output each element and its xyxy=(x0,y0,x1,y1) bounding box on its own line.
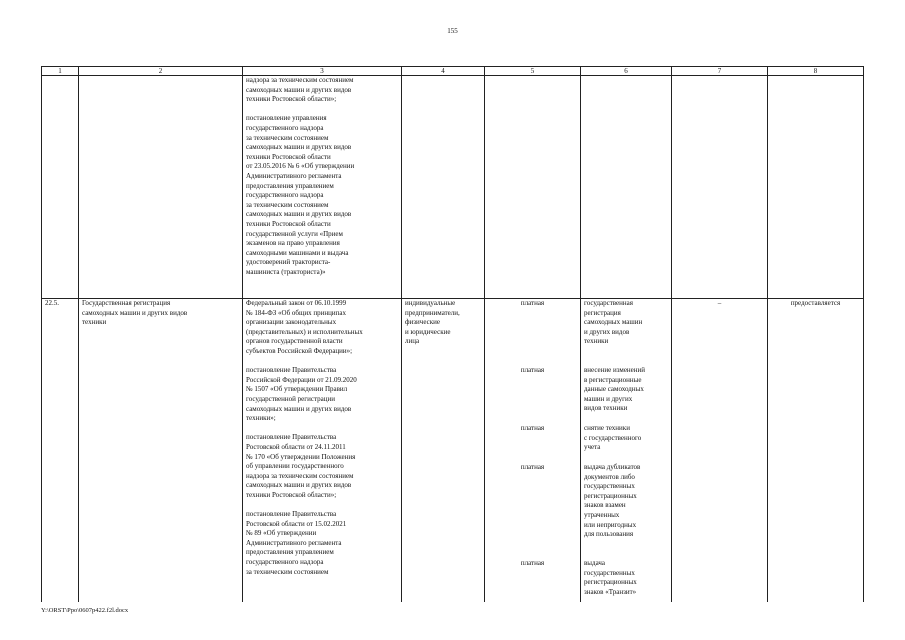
results-cell xyxy=(581,299,672,603)
continuation-row xyxy=(42,76,864,299)
table-row xyxy=(42,299,864,603)
service-name-text: Государственная регистрация самоходных машин и других видов техники xyxy=(82,299,188,327)
payment-status: платная xyxy=(520,366,545,374)
result-item: выдача государственных регистрационных знаков «Транзит» xyxy=(584,559,637,596)
recipients-cell xyxy=(402,299,485,603)
legal-act: постановление Правительства Российской Федерации от 21.09.2020 № 1507 «Об утверждении Правил государственной регистрации самоходных машин и других видов техники»; xyxy=(246,366,357,423)
continuation-legal-basis xyxy=(243,76,402,299)
file-path-footer: Y:\ORST\Ppo\0607p422.f2l.docx xyxy=(41,607,129,614)
page-number: 155 xyxy=(447,27,458,35)
legal-basis-cell xyxy=(243,299,402,603)
result-item: внесение изменений в регистрационные данные самоходных машин и других видов техники xyxy=(584,366,646,413)
col8-cell: предоставляется xyxy=(768,299,864,603)
services-table xyxy=(41,66,864,602)
recipients-text: индивидуальные предприниматели, физические и юридические лица xyxy=(405,299,460,346)
legal-text: надзора за техническим состоянием самоходных машин и других видов техники Ростовской области»; постановление управления государственного надзора за техническим состоянием самоходных машин и других видов техники Ростовской области от 23.05.2016 № 6 «Об утверждении Административного регламента предоставления управлением государственного надзора за техническим состоянием самоходных машин и других видов техники Ростовской области государственной услуги «Прием экзаменов на право управления самоходными машинами и выдача удостоверений тракториста- машиниста (тракториста)» xyxy=(246,76,355,276)
column-header-3: 3 xyxy=(243,67,402,76)
column-header-7: 7 xyxy=(672,67,768,76)
legal-act: Федеральный закон от 06.10.1999 № 184-ФЗ «Об общих принципах организации законодательных (представительных) и исполнительных органов государственной власти субъектов Российской Федерации»; xyxy=(246,299,363,355)
result-item: государственная регистрация самоходных машин и других видов техники xyxy=(584,299,643,346)
row-number: 22.5. xyxy=(42,299,79,603)
cell-empty xyxy=(42,76,79,299)
payment-cell xyxy=(485,299,581,603)
column-header-6: 6 xyxy=(581,67,672,76)
payment-status: платная xyxy=(520,299,545,307)
legal-act: постановление Правительства Ростовской области от 15.02.2021 № 89 «Об утверждении Административного регламента предоставления управлением государственного надзора за техническим состоянием xyxy=(246,510,347,576)
cell-empty xyxy=(768,76,864,299)
column-header-5: 5 xyxy=(485,67,581,76)
column-header-2: 2 xyxy=(79,67,243,76)
result-item: выдача дубликатов документов либо государственных регистрационных знаков взамен утраченных или непригодных для пользования xyxy=(584,463,641,539)
cell-empty xyxy=(581,76,672,299)
result-item: снятие техники с государственного учета xyxy=(584,424,642,452)
column-header-1: 1 xyxy=(42,67,79,76)
service-name xyxy=(79,299,243,603)
cell-empty xyxy=(402,76,485,299)
payment-status: платная xyxy=(520,463,545,471)
cell-empty xyxy=(79,76,243,299)
payment-status: платная xyxy=(520,559,545,567)
cell-empty xyxy=(672,76,768,299)
column-header-4: 4 xyxy=(402,67,485,76)
column-number-row xyxy=(42,67,864,76)
column-header-8: 8 xyxy=(768,67,864,76)
payment-status: платная xyxy=(520,424,545,432)
legal-act: постановление Правительства Ростовской области от 24.11.2011 № 170 «Об утверждении Положения об управлении государственного надзора за техническим состоянием самоходных машин и других видов техники Ростовской области»; xyxy=(246,433,356,499)
col7-cell: – xyxy=(672,299,768,603)
cell-empty xyxy=(485,76,581,299)
